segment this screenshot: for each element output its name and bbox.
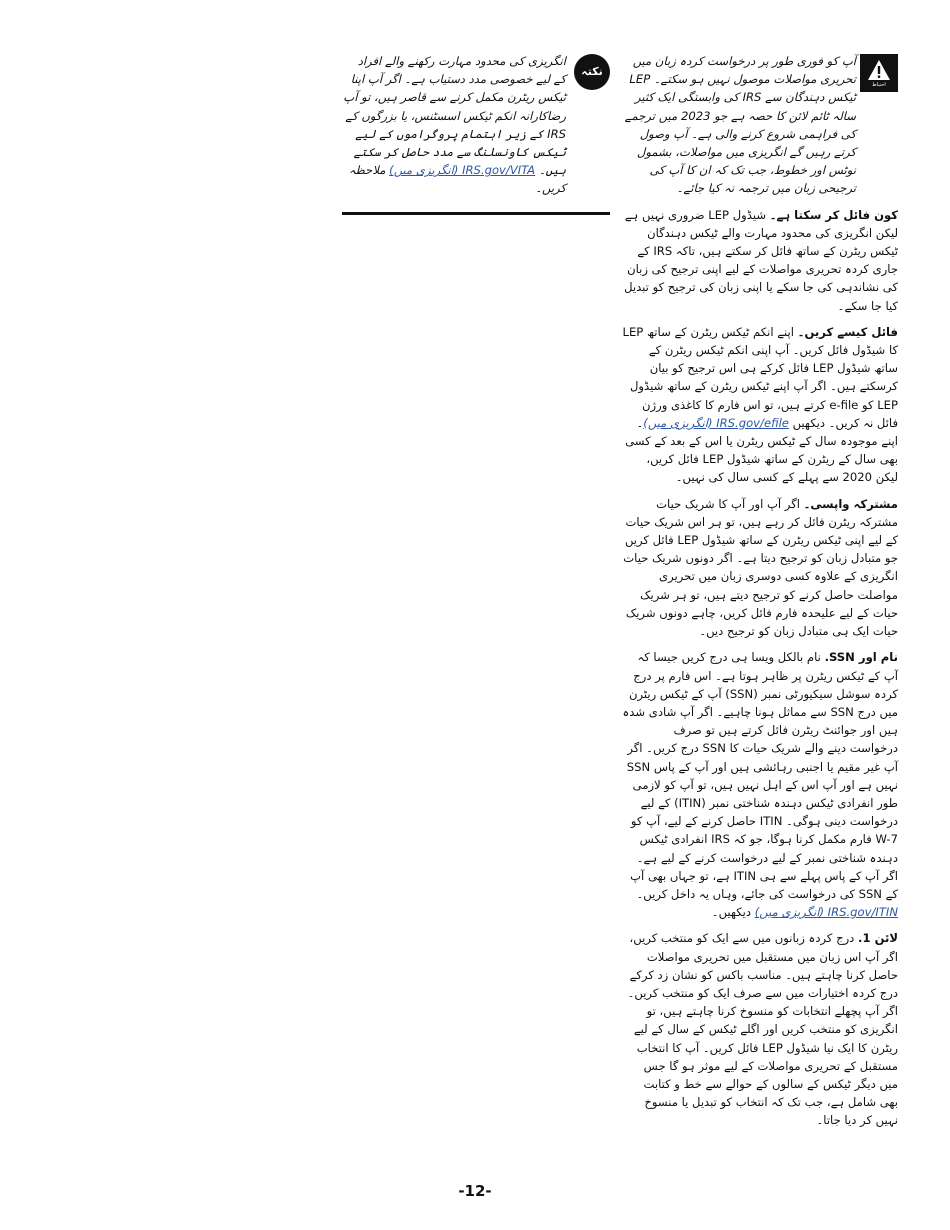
section-who-heading: کون فائل کر سکتا ہے۔ <box>769 207 898 222</box>
section-ssn <box>622 648 898 921</box>
section-line1 <box>622 929 898 1129</box>
section-ssn-body: نام بالکل ویسا ہی درج کریں جیسا کہ آپ کے ٹیکس ریٹرن پر ظاہر ہوتا ہے۔ اس فارم پر درج کردہ سوشل سیکیورٹی نمبر (SSN) آپ کے ٹیکس ریٹرن میں درج SSN سے مماثل ہونا چاہیے۔ اگر آپ شادی شدہ ہیں اور جوائنٹ ریٹرن فائل کرتے ہیں تو صرف درخواست دینے والے شریک حیات کا SSN درج کریں۔ اگر آپ غیر مقیم یا اجنبی رہائشی ہیں اور آپ کے پاس SSN نہیں ہے اور آپ اس کے اہل نہیں ہیں، تو آپ کو لازمی طور انفرادی ٹیکس دہندہ شناختی نمبر (ITIN) کے لیے درخواست دینی ہوگی۔ ITIN حاصل کرنے کے لیے، آپ کو W-7 فارم مکمل کرنا ہوگا، جو کہ IRS انفرادی ٹیکس دہندہ شناختی نمبر کے لیے درخواست کرنے کے لیے ہے۔ اگر آپ کے پاس پہلے سے ہی ITIN ہے، تو جہاں بھی آپ کے SSN کی درخواست کی جائے، وہاں یہ داخل کریں۔ <box>622 650 898 901</box>
section-joint-body: اگر آپ اور آپ کا شریک حیات مشترکہ ریٹرن فائل کر رہے ہیں، تو ہر اس شریک حیات کے لیے اپنی ٹیکس ریٹرن کے ساتھ شیڈول LEP فائل کریں جو متبادل زبان کو ترجیح دیتا ہے۔ اگر دونوں شریک حیات انگریزی کے علاوہ کسی دوسری زبان میں تحریری مواصلت حاصل کرنے کو ترجیح دیتے ہیں، تو ہر شریک حیات کے لیے علیحدہ فارم فائل کریں، چاہے دونوں شریک حیات ایک ہی متبادل زبان کو ترجیح دیں۔ <box>623 496 898 639</box>
efile-link[interactable]: IRS.gov/efile (انگریزی میں) <box>643 415 789 430</box>
vita-link[interactable]: IRS.gov/VITA (انگریزی میں) <box>389 163 536 178</box>
section-how-heading: فائل کیسے کریں۔ <box>797 324 898 339</box>
right-column <box>622 52 898 1138</box>
caution-icon <box>860 54 898 92</box>
caution-icon-label: احتیاط <box>872 81 886 88</box>
left-column <box>342 52 610 215</box>
section-joint <box>622 495 898 641</box>
section-line1-body: درج کردہ زبانوں میں سے ایک کو منتخب کریں، اگر آپ اس زبان میں مستقبل میں تحریری مواصلات حاصل کرنا چاہتے ہیں۔ مناسب باکس کو نشان زد کرکے درج کردہ اختیارات میں سے صرف ایک کو منتخب کریں۔ اگر آپ پچھلے انتخابات کو منسوخ کرنا چاہتے ہیں، تو انگریزی کو منتخب کریں اور اگلے ٹیکس کے سال کے لیے ریٹرن کا ایک نیا شیڈول LEP فائل کریں۔ آپ کا انتخاب مستقبل کے تحریری مواصلات کے لیے موثر ہو گا جس میں دیگر ٹیکس کے سالوں کے حوالے سے خط و کتابت بھی شامل ہے، جب تک کہ انتخاب کو تبدیل یا منسوخ نہیں کر دیا جاتا۔ <box>627 931 898 1128</box>
section-ssn-heading: نام اور SSN. <box>824 650 898 665</box>
note-icon: نکتہ <box>574 54 610 90</box>
section-who-body: شیڈول LEP ضروری نہیں ہے لیکن انگریزی کی محدود مہارت والے ٹیکس دہندگان ٹیکس ریٹرن کے ساتھ فائل کر سکتے ہیں، تاکہ IRS کے جاری کردہ تحریری مواصلات کے لیے اپنی ترجیح کی زبان کی نشاندہی کی جا سکے یا اپنی زبان کی ترجیح کو تبدیل کیا جا سکے۔ <box>624 207 898 313</box>
note-box <box>342 52 610 198</box>
section-joint-heading: مشترکہ واپسی۔ <box>803 496 898 511</box>
caution-text: آپ کو فوری طور پر درخواست کردہ زبان میں تحریری مواصلات موصول نہیں ہو سکتے۔ LEP ٹیکس دہندگان سے IRS کی وابستگی ایک کثیر سالہ ٹائم لائن کا حصہ ہے جو 2023 میں ترجمے کی فراہمی شروع کرنے والی ہے۔ آپ وصول کرتے رہیں گے انگریزی میں مواصلات، بشمول نوٹس اور خطوط، جب تک کہ ان کا آپ کی ترجیحی زبان میں ترجمہ نہ کیا جائے۔ <box>624 54 856 196</box>
section-divider <box>342 212 610 215</box>
page-number: -12- <box>458 1182 492 1200</box>
section-who <box>622 206 898 315</box>
section-how-body: اپنے انکم ٹیکس ریٹرن کے ساتھ LEP کا شیڈول فائل کریں۔ آپ اپنی انکم ٹیکس ریٹرن کے ساتھ شیڈول LEP فائل کرکے ہی اس ترجیح کو بیان کرسکتے ہیں۔ اگر آپ اپنے ٹیکس ریٹرن کے ساتھ شیڈول LEP کو e-file کرتے ہیں، تو اس فارم کا کاغذی ورژن فائل نہ کریں۔ دیکھیں <box>622 324 898 430</box>
section-how <box>622 323 898 487</box>
caution-box <box>622 52 898 198</box>
note-body: انگریزی کی محدود مہارت رکھنے والے افراد کے لیے خصوصی مدد دستیاب ہے۔ اگر آپ اپنا ٹیکس ریٹرن مکمل کرنے سے قاصر ہیں، تو آپ رضاکارانہ انکم ٹیکس اسسٹنس، یا بزرگوں کے IRS کے زیر اہتمام پروگراموں کے لیے ٹیکس کاونسلنگ سے مدد حاصل کر سکتے ہیں۔ <box>343 54 566 178</box>
itin-link[interactable]: IRS.gov/ITIN (انگریزی میں) <box>754 905 898 920</box>
section-how-body2: ۔ اپنے موجودہ سال کے ٹیکس ریٹرن یا اس کے بعد کے کسی بھی سال کے ریٹرن کے ساتھ شیڈول LEP فائل کریں، لیکن 2020 سے پہلے کے کسی سال کی نہیں۔ <box>625 415 898 485</box>
section-line1-heading: لائن 1. <box>858 931 898 946</box>
note-text <box>342 52 566 198</box>
section-ssn-tail: دیکھیں۔ <box>711 905 752 920</box>
note-tail: ملاحظہ کریں۔ <box>348 163 566 196</box>
